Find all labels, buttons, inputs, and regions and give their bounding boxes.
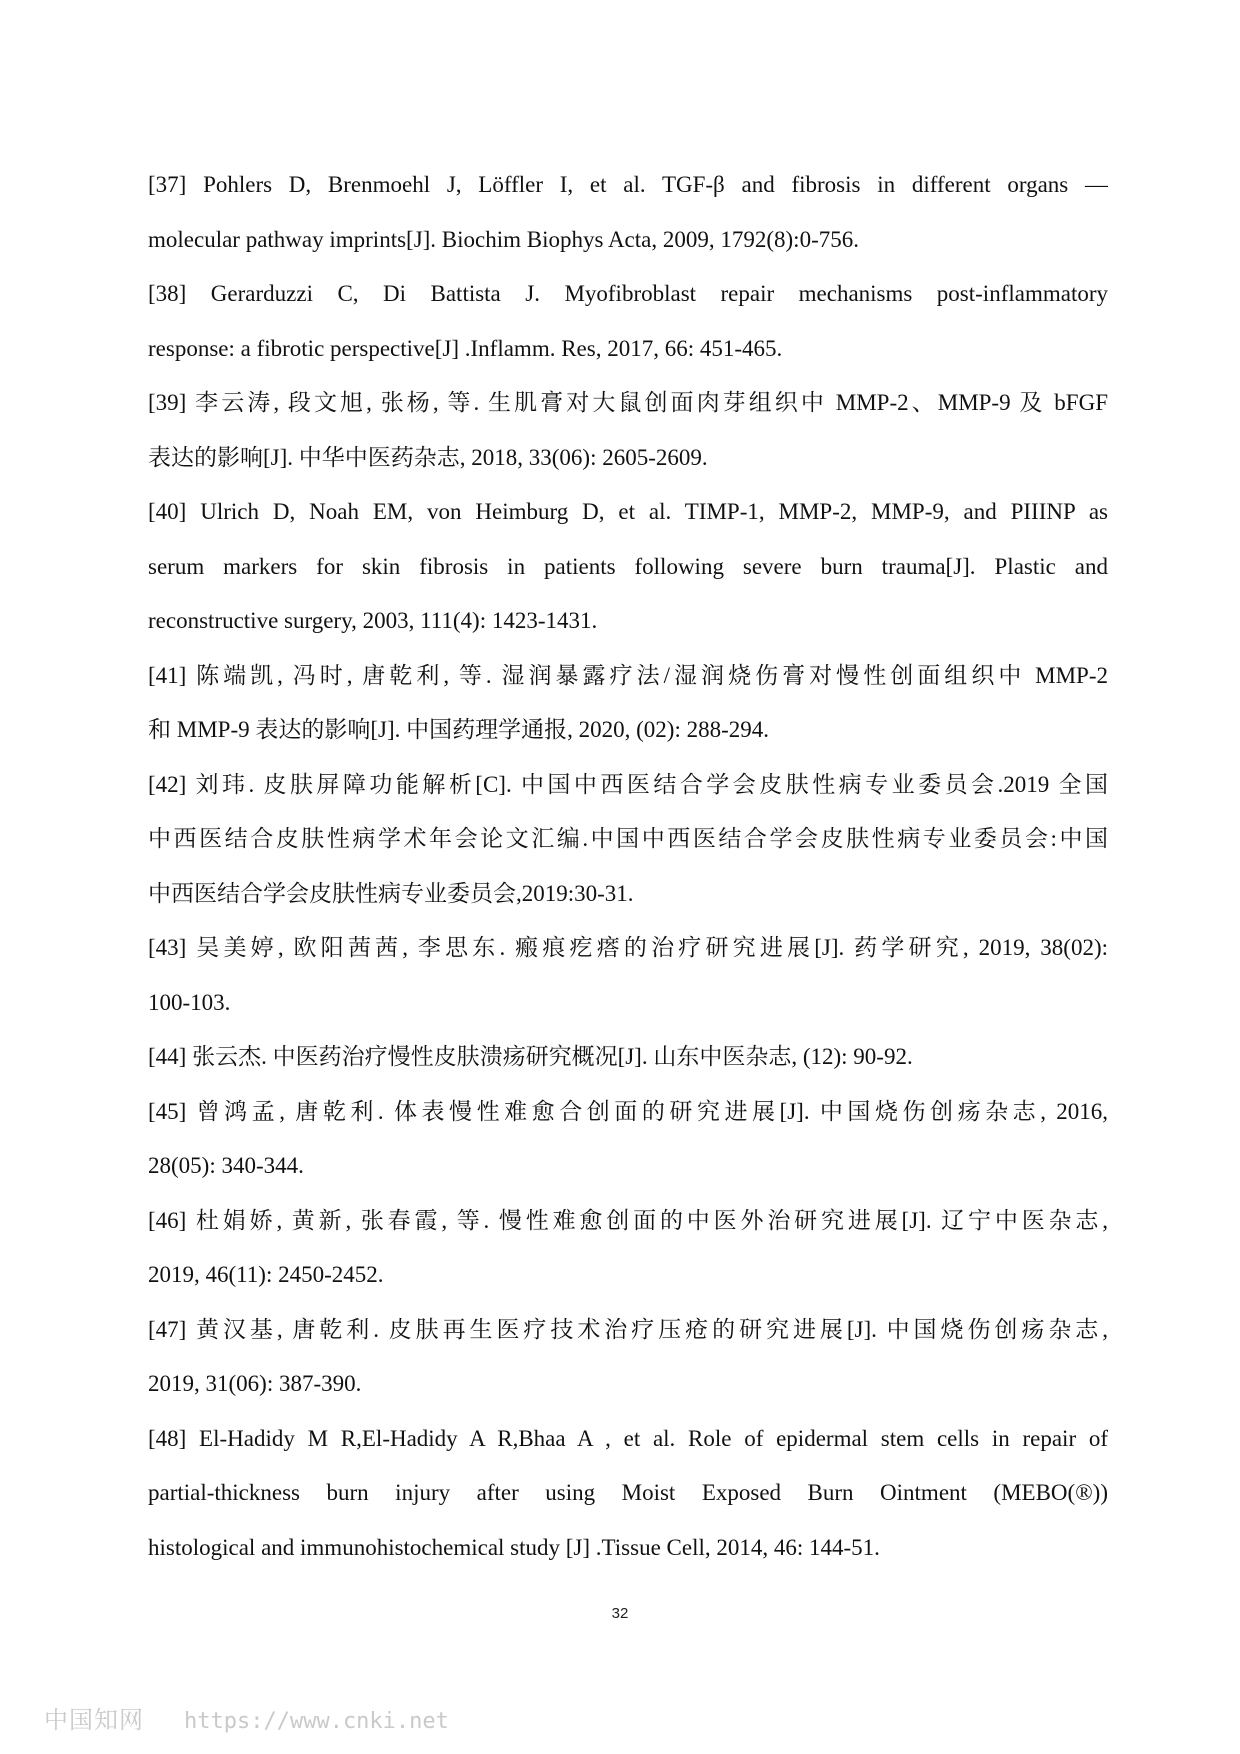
reference-line: 中西医结合皮肤性病学术年会论文汇编.中国中西医结合学会皮肤性病专业委员会:中国: [148, 826, 1108, 851]
reference-line: [47] 黄汉基, 唐乾利. 皮肤再生医疗技术治疗压疮的研究进展[J]. 中国烧伤创疡杂志,: [148, 1316, 1108, 1342]
reference-line: 表达的影响[J]. 中华中医药杂志, 2018, 33(06): 2605-2609.: [148, 444, 708, 470]
watermark-logo-text: 中国知网: [44, 1706, 144, 1734]
reference-line: [48] El-Hadidy M R,El-Hadidy A R,Bhaa A , et al. Role of epidermal stem cells in repair of: [148, 1425, 1108, 1451]
reference-line: reconstructive surgery, 2003, 111(4): 1423-1431.: [148, 608, 598, 633]
reference-line: [41] 陈端凯, 冯时, 唐乾利, 等. 湿润暴露疗法/湿润烧伤膏对慢性创面组织中 MMP-2: [148, 662, 1108, 688]
reference-line: 2019, 31(06): 387-390.: [148, 1371, 362, 1396]
reference-item: [148, 485, 1108, 649]
reference-line: histological and immunohistochemical study [J] .Tissue Cell, 2014, 46: 144-51.: [148, 1534, 880, 1560]
reference-line: partial-thickness burn injury after using Moist Exposed Burn Ointment (MEBO(®)): [148, 1480, 1108, 1505]
reference-line: response: a fibrotic perspective[J] .Inflamm. Res, 2017, 66: 451-465.: [148, 335, 783, 361]
reference-line: [42] 刘玮. 皮肤屏障功能解析[C]. 中国中西医结合学会皮肤性病专业委员会.2019 全国: [148, 771, 1108, 797]
reference-item: [148, 649, 1108, 758]
reference-line: molecular pathway imprints[J]. Biochim Biophys Acta, 2009, 1792(8):0-756.: [148, 226, 859, 252]
reference-item: [148, 1412, 1108, 1576]
reference-line: [44] 张云杰. 中医药治疗慢性皮肤溃疡研究概况[J]. 山东中医杂志, (12): 90-92.: [148, 1044, 913, 1069]
reference-item: [148, 376, 1108, 485]
reference-line: serum markers for skin fibrosis in patients following severe burn trauma[J]. Plastic and: [148, 553, 1108, 579]
reference-line: [46] 杜娟娇, 黄新, 张春霞, 等. 慢性难愈创面的中医外治研究进展[J]. 辽宁中医杂志,: [148, 1207, 1108, 1233]
page-number: 32: [611, 1605, 629, 1622]
reference-item: [148, 1085, 1108, 1194]
reference-item: [148, 267, 1108, 376]
reference-item: [148, 758, 1108, 922]
reference-line: 28(05): 340-344.: [148, 1153, 304, 1178]
reference-line: 100-103.: [148, 989, 231, 1015]
reference-item: [148, 1030, 1108, 1085]
reference-line: [43] 吴美婷, 欧阳茜茜, 李思东. 瘢痕疙瘩的治疗研究进展[J]. 药学研究, 2019, 38(02):: [148, 935, 1108, 960]
reference-line: 中西医结合学会皮肤性病专业委员会,2019:30-31.: [148, 880, 634, 906]
reference-item: [148, 1194, 1108, 1303]
reference-item: [148, 1303, 1108, 1412]
reference-line: [37] Pohlers D, Brenmoehl J, Löffler I, et al. TGF-β and fibrosis in different organs —: [148, 172, 1108, 197]
reference-list: [148, 158, 1108, 1575]
reference-line: [45] 曾鸿孟, 唐乾利. 体表慢性难愈合创面的研究进展[J]. 中国烧伤创疡杂志, 2016,: [148, 1098, 1108, 1124]
reference-line: 和 MMP-9 表达的影响[J]. 中国药理学通报, 2020, (02): 288-294.: [148, 717, 769, 742]
reference-line: [38] Gerarduzzi C, Di Battista J. Myofibroblast repair mechanisms post-inflammatory: [148, 281, 1108, 306]
watermark-url: https://www.cnki.net: [184, 1709, 449, 1734]
reference-line: 2019, 46(11): 2450-2452.: [148, 1262, 384, 1287]
reference-line: [39] 李云涛, 段文旭, 张杨, 等. 生肌膏对大鼠创面肉芽组织中 MMP-2、MMP-9 及 bFGF: [148, 390, 1108, 415]
reference-item: [148, 158, 1108, 267]
reference-item: [148, 921, 1108, 1030]
reference-line: [40] Ulrich D, Noah EM, von Heimburg D, et al. TIMP-1, MMP-2, MMP-9, and PIIINP as: [148, 499, 1108, 524]
cnki-watermark: [44, 1700, 449, 1735]
